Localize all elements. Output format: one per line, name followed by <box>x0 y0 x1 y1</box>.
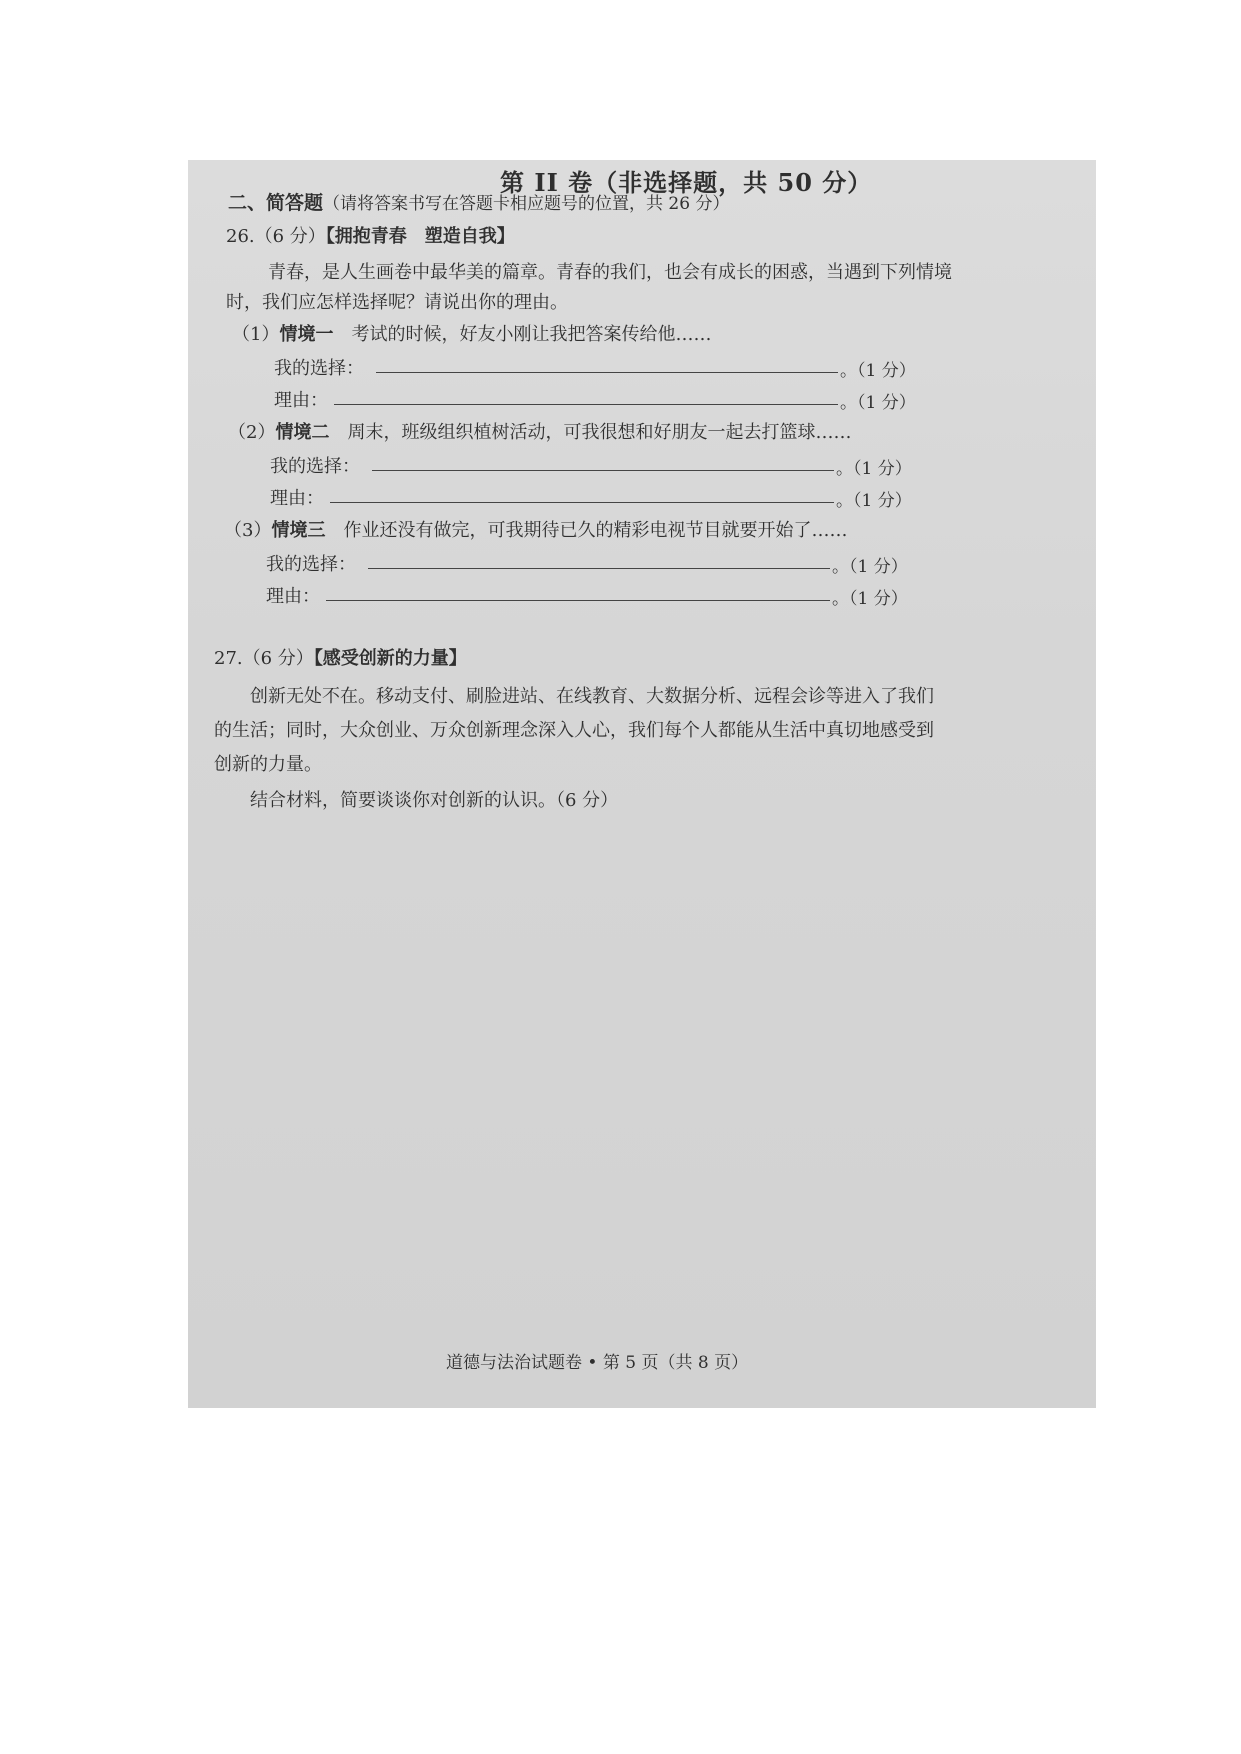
q26-intro-line2: 时，我们应怎样选择呢？请说出你的理由。 <box>226 292 568 313</box>
q27-header <box>214 644 467 670</box>
q27-prompt: 结合材料，简要谈谈你对创新的认识。（6 分） <box>250 790 619 811</box>
section-heading <box>228 188 729 215</box>
scenario-1-reason-label: 理由： <box>274 390 328 411</box>
scenario-2 <box>228 418 851 444</box>
scenario-1-choice-answer-line[interactable] <box>376 372 838 373</box>
q26-topic: 【拥抱青春 塑造自我】 <box>325 226 515 247</box>
scenario-3-text: 作业还没有做完，可我期待已久的精彩电视节目就要开始了…… <box>343 520 848 541</box>
scenario-2-text: 周末，班级组织植树活动，可我很想和好朋友一起去打篮球…… <box>347 422 852 443</box>
scenario-2-reason-label: 理由： <box>270 488 324 509</box>
page-footer: 道德与法治试题卷 • 第 5 页（共 8 页） <box>446 1353 749 1373</box>
scenario-3 <box>224 516 847 542</box>
scenario-1-text: 考试的时候，好友小刚让我把答案传给他…… <box>351 324 712 345</box>
q26-intro-line1: 青春，是人生画卷中最华美的篇章。青春的我们，也会有成长的困惑，当遇到下列情境 <box>268 262 952 283</box>
part-title: 第 II 卷（非选择题，共 50 分） <box>500 168 873 197</box>
scenario-2-reason-score: 。（1 分） <box>836 491 912 511</box>
scenario-1 <box>232 320 711 346</box>
scenario-3-label: 情境三 <box>271 520 326 541</box>
q27-topic: 【感受创新的力量】 <box>313 648 467 669</box>
scenario-1-choice-score: 。（1 分） <box>840 361 916 381</box>
scenario-3-choice-answer-line[interactable] <box>368 568 830 569</box>
scenario-1-choice-label: 我的选择： <box>274 358 364 379</box>
section-heading-label: 二、简答题 <box>228 192 324 214</box>
scenario-2-choice-score: 。（1 分） <box>836 459 912 479</box>
q27-number: 27.（6 分） <box>214 648 314 669</box>
scenario-3-reason-label: 理由： <box>266 586 320 607</box>
q27-para-line2: 的生活；同时，大众创业、万众创新理念深入人心，我们每个人都能从生活中真切地感受到 <box>214 720 934 741</box>
q26-number: 26.（6 分） <box>226 226 326 247</box>
scenario-2-choice-answer-line[interactable] <box>372 470 834 471</box>
scenario-3-reason-answer-line[interactable] <box>326 600 830 601</box>
scenario-3-choice-score: 。（1 分） <box>832 557 908 577</box>
scenario-1-reason-answer-line[interactable] <box>334 404 838 405</box>
scenario-3-reason-score: 。（1 分） <box>832 589 908 609</box>
q26-header <box>226 222 515 248</box>
scenario-1-label: 情境一 <box>279 324 334 345</box>
scenario-2-num: （2） <box>228 422 276 443</box>
scenario-3-num: （3） <box>224 520 272 541</box>
scenario-2-choice-label: 我的选择： <box>270 456 360 477</box>
scenario-1-reason-score: 。（1 分） <box>840 393 916 413</box>
scenario-1-num: （1） <box>232 324 280 345</box>
scanned-page <box>188 160 1096 1408</box>
q27-para-line3: 创新的力量。 <box>214 754 322 775</box>
q27-para-line1: 创新无处不在。移动支付、刷脸进站、在线教育、大数据分析、远程会诊等进入了我们 <box>250 686 934 707</box>
scenario-3-choice-label: 我的选择： <box>266 554 356 575</box>
section-note: （请将答案书写在答题卡相应题号的位置，共 26 分） <box>323 194 730 214</box>
scenario-2-label: 情境二 <box>275 422 330 443</box>
scenario-2-reason-answer-line[interactable] <box>330 502 834 503</box>
